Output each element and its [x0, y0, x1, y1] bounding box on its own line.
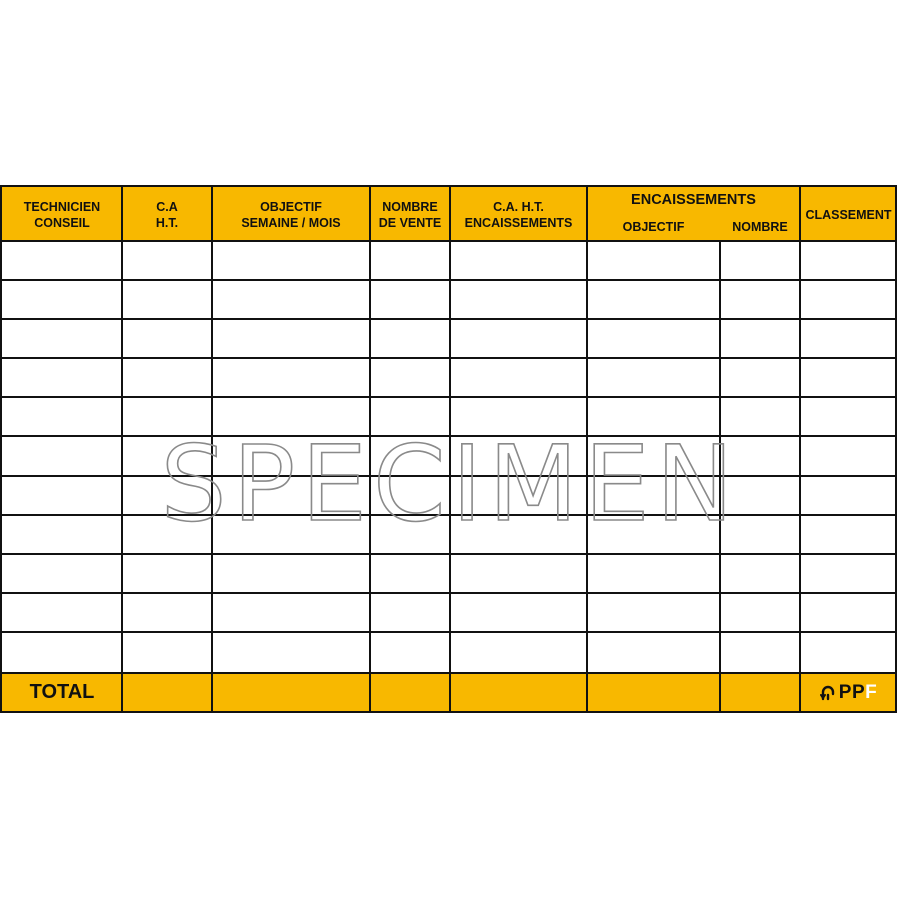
cell-ca[interactable]: [122, 594, 212, 633]
cell-encaissements-nombre[interactable]: [720, 477, 800, 516]
cell-technicien[interactable]: [2, 437, 122, 477]
cell-encaissements-nombre[interactable]: [720, 633, 800, 674]
header-line: C.A. H.T.: [493, 199, 544, 214]
cell-classement[interactable]: [800, 398, 897, 437]
cell-encaissements-nombre[interactable]: [720, 320, 800, 359]
cell-objectif[interactable]: [212, 477, 370, 516]
cell-classement[interactable]: [800, 594, 897, 633]
cell-classement[interactable]: [800, 359, 897, 398]
cell-classement[interactable]: [800, 633, 897, 674]
cell-ca-encaissements[interactable]: [450, 477, 587, 516]
cell-nombre-vente[interactable]: [370, 359, 450, 398]
cell-nombre-vente[interactable]: [370, 398, 450, 437]
watermark-text: SPECIMEN: [160, 425, 740, 535]
cell-objectif[interactable]: [212, 242, 370, 281]
header-encaissements-nombre: NOMBRE: [732, 220, 788, 234]
cell-ca[interactable]: [122, 281, 212, 320]
cell-nombre-vente[interactable]: [370, 516, 450, 555]
ppf-logo: [800, 674, 897, 711]
ppf-logo-icon: [820, 684, 836, 702]
cell-ca[interactable]: [122, 398, 212, 437]
ppf-logo-wordmark: PPF: [838, 681, 878, 703]
cell-encaissements-objectif[interactable]: [587, 359, 720, 398]
column-divider: [799, 187, 801, 711]
cell-nombre-vente[interactable]: [370, 594, 450, 633]
cell-technicien[interactable]: [2, 516, 122, 555]
header-classement: CLASSEMENT: [805, 207, 892, 222]
cell-encaissements-nombre[interactable]: [720, 594, 800, 633]
column-divider: [586, 187, 588, 711]
cell-encaissements-objectif[interactable]: [587, 516, 720, 555]
header-line: TECHNICIEN: [23, 199, 101, 214]
cell-encaissements-objectif[interactable]: [587, 320, 720, 359]
cell-classement[interactable]: [800, 281, 897, 320]
cell-technicien[interactable]: [2, 633, 122, 674]
cell-ca-encaissements[interactable]: [450, 516, 587, 555]
cell-encaissements-objectif[interactable]: [587, 437, 720, 477]
cell-classement[interactable]: [800, 516, 897, 555]
cell-objectif[interactable]: [212, 398, 370, 437]
cell-ca[interactable]: [122, 242, 212, 281]
cell-classement[interactable]: [800, 320, 897, 359]
cell-ca[interactable]: [122, 555, 212, 594]
cell-ca-encaissements[interactable]: [450, 437, 587, 477]
cell-technicien[interactable]: [2, 398, 122, 437]
cell-objectif[interactable]: [212, 320, 370, 359]
cell-ca-encaissements[interactable]: [450, 398, 587, 437]
cell-objectif[interactable]: [212, 516, 370, 555]
cell-nombre-vente[interactable]: [370, 320, 450, 359]
cell-technicien[interactable]: [2, 555, 122, 594]
cell-ca-encaissements[interactable]: [450, 594, 587, 633]
cell-classement[interactable]: [800, 477, 897, 516]
header-line: NOMBRE: [382, 199, 438, 214]
cell-ca-encaissements[interactable]: [450, 281, 587, 320]
header-line: SEMAINE / MOIS: [241, 215, 341, 230]
cell-encaissements-objectif[interactable]: [587, 477, 720, 516]
cell-ca[interactable]: [122, 477, 212, 516]
cell-objectif[interactable]: [212, 633, 370, 674]
cell-encaissements-objectif[interactable]: [587, 594, 720, 633]
cell-objectif[interactable]: [212, 359, 370, 398]
header-line: OBJECTIF: [260, 199, 322, 214]
header-line: C.A: [156, 199, 178, 214]
header-line: ENCAISSEMENTS: [464, 215, 573, 230]
cell-nombre-vente[interactable]: [370, 477, 450, 516]
cell-objectif[interactable]: [212, 281, 370, 320]
cell-nombre-vente[interactable]: [370, 281, 450, 320]
cell-nombre-vente[interactable]: [370, 633, 450, 674]
cell-ca-encaissements[interactable]: [450, 320, 587, 359]
cell-nombre-vente[interactable]: [370, 437, 450, 477]
cell-ca[interactable]: [122, 516, 212, 555]
cell-encaissements-objectif[interactable]: [587, 398, 720, 437]
column-divider: [211, 187, 213, 711]
cell-technicien[interactable]: [2, 477, 122, 516]
cell-ca[interactable]: [122, 320, 212, 359]
cell-encaissements-objectif[interactable]: [587, 555, 720, 594]
cell-encaissements-objectif[interactable]: [587, 281, 720, 320]
cell-ca-encaissements[interactable]: [450, 359, 587, 398]
cell-ca[interactable]: [122, 633, 212, 674]
cell-nombre-vente[interactable]: [370, 555, 450, 594]
cell-objectif[interactable]: [212, 555, 370, 594]
header-line: H.T.: [155, 215, 179, 230]
cell-objectif[interactable]: [212, 437, 370, 477]
cell-technicien[interactable]: [2, 320, 122, 359]
column-divider: [369, 187, 371, 711]
cell-encaissements-objectif[interactable]: [587, 242, 720, 281]
header-line: DE VENTE: [378, 215, 442, 230]
cell-technicien[interactable]: [2, 242, 122, 281]
sales-tracking-board: [0, 185, 897, 713]
header-encaissements-objectif: OBJECTIF: [622, 220, 685, 234]
cell-classement[interactable]: [800, 555, 897, 594]
cell-technicien[interactable]: [2, 359, 122, 398]
column-divider: [719, 242, 721, 711]
cell-encaissements-nombre[interactable]: [720, 437, 800, 477]
header-line: CONSEIL: [34, 215, 90, 230]
cell-ca[interactable]: [122, 359, 212, 398]
cell-encaissements-nombre[interactable]: [720, 398, 800, 437]
cell-nombre-vente[interactable]: [370, 242, 450, 281]
total-label: TOTAL: [29, 681, 95, 703]
cell-encaissements-nombre[interactable]: [720, 281, 800, 320]
cell-objectif[interactable]: [212, 594, 370, 633]
column-divider: [121, 187, 123, 711]
cell-ca-encaissements[interactable]: [450, 633, 587, 674]
cell-encaissements-nombre[interactable]: [720, 242, 800, 281]
cell-encaissements-nombre[interactable]: [720, 516, 800, 555]
cell-encaissements-nombre[interactable]: [720, 555, 800, 594]
cell-ca-encaissements[interactable]: [450, 242, 587, 281]
header-encaissements: ENCAISSEMENTS: [631, 192, 756, 208]
cell-classement[interactable]: [800, 437, 897, 477]
column-divider: [449, 187, 451, 711]
cell-ca[interactable]: [122, 437, 212, 477]
cell-classement[interactable]: [800, 242, 897, 281]
cell-encaissements-objectif[interactable]: [587, 633, 720, 674]
cell-ca-encaissements[interactable]: [450, 555, 587, 594]
cell-encaissements-nombre[interactable]: [720, 359, 800, 398]
cell-technicien[interactable]: [2, 594, 122, 633]
cell-technicien[interactable]: [2, 281, 122, 320]
